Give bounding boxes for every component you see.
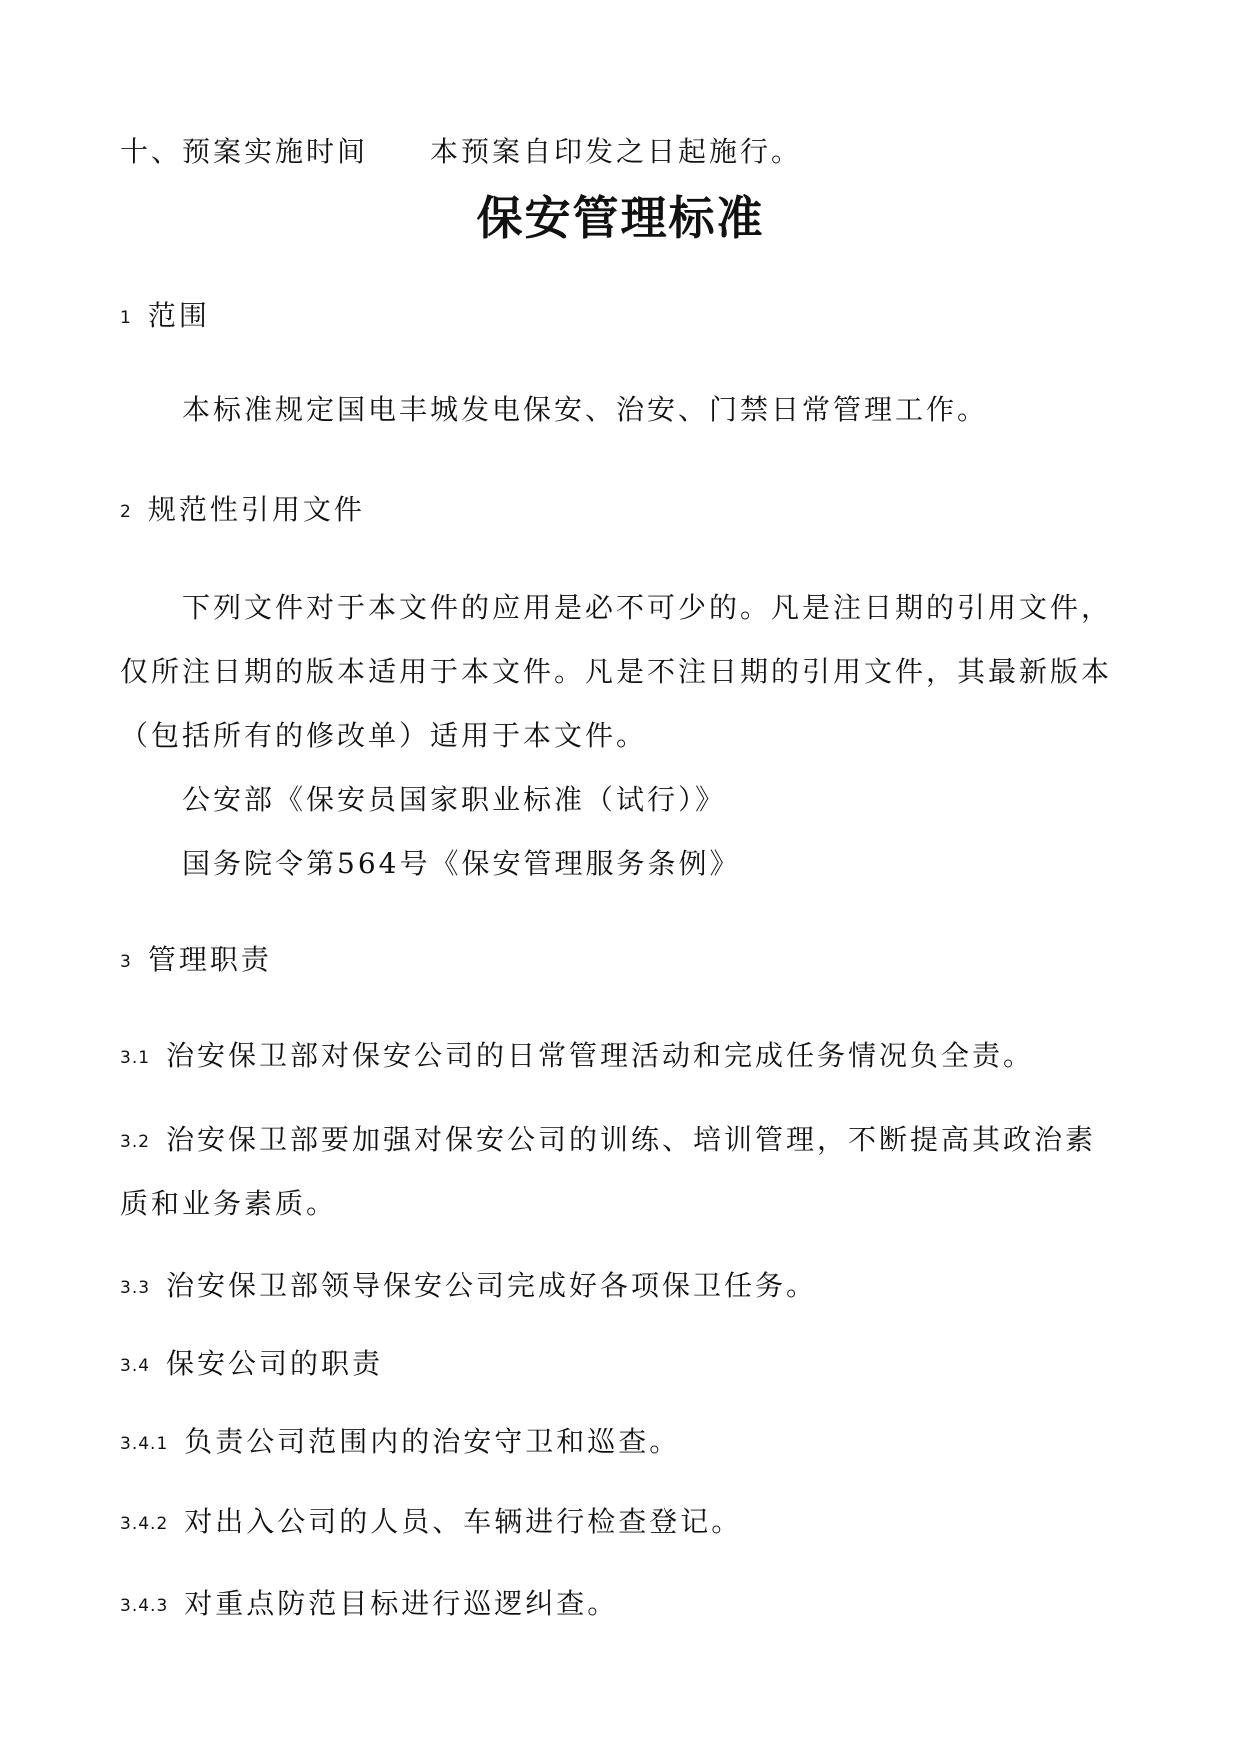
- section-2-heading: [120, 492, 365, 530]
- clause-text: 治安保卫部要加强对保安公司的训练、培训管理，不断提高其政治素: [166, 1123, 1097, 1156]
- clause-3-3: [120, 1268, 817, 1306]
- clause-3-4-1: [120, 1424, 680, 1462]
- clause-text: 治安保卫部领导保安公司完成好各项保卫任务。: [166, 1269, 818, 1302]
- clause-number: 3.3: [120, 1277, 151, 1298]
- section-2-body-line: （包括所有的修改单）适用于本文件。: [120, 719, 648, 752]
- section-3-heading: [120, 942, 272, 980]
- clause-text: 对重点防范目标进行巡逻纠查。: [184, 1587, 619, 1620]
- clause-3-2: [120, 1122, 1096, 1160]
- section-heading-text: 范围: [147, 299, 210, 332]
- clause-text: 保安公司的职责: [166, 1347, 384, 1380]
- clause-number: 3.4.3: [120, 1595, 169, 1616]
- document-title: 保安管理标准: [476, 191, 765, 245]
- section-heading-text: 管理职责: [147, 943, 272, 976]
- clause-3-4-2: [120, 1504, 742, 1542]
- clause-number: 3.4.2: [120, 1513, 169, 1534]
- reference-item: 公安部《保安员国家职业标准（试行）》: [182, 783, 727, 816]
- section-number: 2: [120, 501, 132, 522]
- section-number: 1: [120, 307, 132, 328]
- implementation-label: 十、预案实施时间: [120, 135, 369, 168]
- clause-3-2-continuation: 质和业务素质。: [120, 1187, 338, 1220]
- implementation-text: 本预案自印发之日起施行。: [430, 135, 803, 168]
- clause-3-4: [120, 1346, 383, 1384]
- section-1-body: 本标准规定国电丰城发电保安、治安、门禁日常管理工作。: [182, 393, 989, 426]
- clause-3-4-3: [120, 1586, 618, 1624]
- clause-text: 治安保卫部对保安公司的日常管理活动和完成任务情况负全责。: [166, 1039, 1035, 1072]
- implementation-line: [120, 134, 802, 170]
- clause-number: 3.1: [120, 1047, 151, 1068]
- clause-text: 负责公司范围内的治安守卫和巡查。: [184, 1425, 681, 1458]
- section-number: 3: [120, 951, 132, 972]
- section-1-heading: [120, 298, 210, 336]
- section-heading-text: 规范性引用文件: [147, 493, 365, 526]
- section-2-body-line: 下列文件对于本文件的应用是必不可少的。凡是注日期的引用文件，: [182, 591, 1113, 624]
- reference-item: 国务院令第564号《保安管理服务条例》: [182, 847, 741, 880]
- clause-number: 3.4: [120, 1355, 151, 1376]
- section-2-body-line: 仅所注日期的版本适用于本文件。凡是不注日期的引用文件，其最新版本: [120, 655, 1113, 688]
- clause-3-1: [120, 1038, 1034, 1076]
- clause-number: 3.2: [120, 1131, 151, 1152]
- clause-number: 3.4.1: [120, 1433, 169, 1454]
- clause-text: 对出入公司的人员、车辆进行检查登记。: [184, 1505, 743, 1538]
